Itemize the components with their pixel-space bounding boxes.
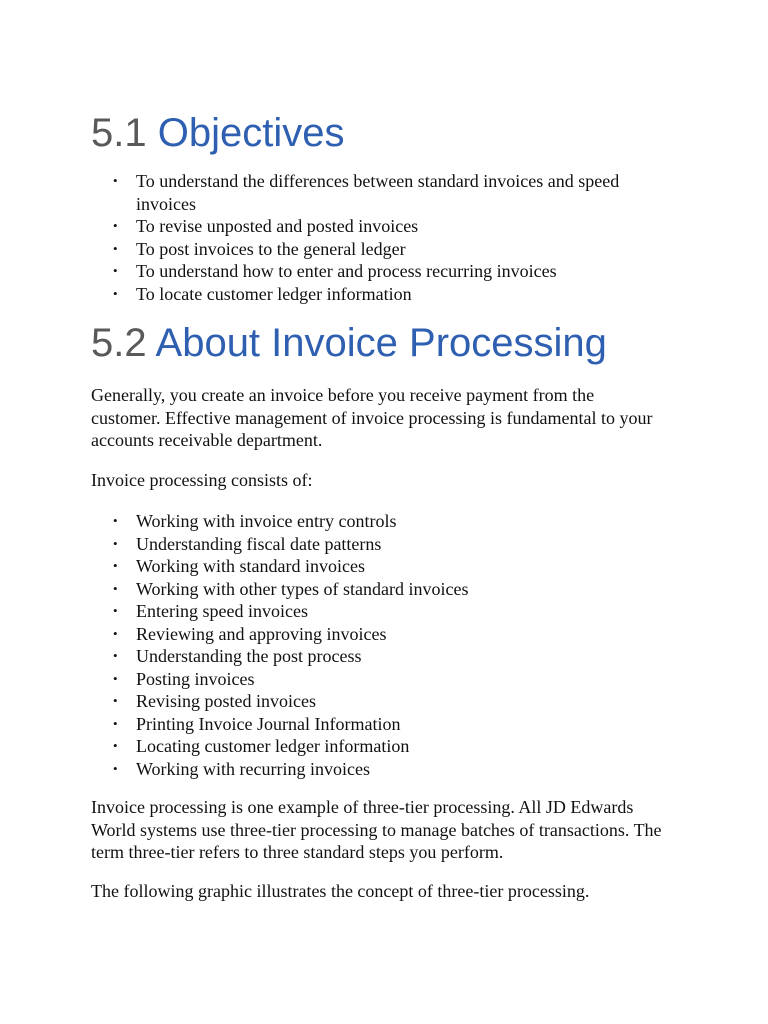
about-section-number: 5.2: [91, 321, 147, 365]
invoice-processing-list: [91, 510, 656, 780]
list-item: • Revising posted invoices: [91, 690, 656, 713]
intro-paragraph: Generally, you create an invoice before you receive payment from the customer. Effective management of invoice processing is fundamental to your accounts receivable department.: [91, 385, 653, 450]
objectives-list: [91, 170, 656, 305]
list-item: • Posting invoices: [91, 668, 656, 691]
list-item: • Understanding the post process: [91, 645, 656, 668]
about-section-title: About Invoice Processing: [155, 321, 607, 365]
about-heading: [91, 320, 607, 366]
consists-of-paragraph: Invoice processing consists of:: [91, 470, 313, 490]
objectives-heading: [91, 110, 344, 156]
list-item: • Working with standard invoices: [91, 555, 656, 578]
list-item: • Working with recurring invoices: [91, 758, 656, 781]
list-item: • To understand the differences between standard invoices and speed invoices: [91, 170, 656, 215]
objectives-section-title: Objectives: [157, 111, 345, 155]
list-item: • Understanding fiscal date patterns: [91, 533, 656, 556]
list-item: • Locating customer ledger information: [91, 735, 656, 758]
graphic-note-paragraph: The following graphic illustrates the concept of three-tier processing.: [91, 881, 590, 901]
list-item: • Entering speed invoices: [91, 600, 656, 623]
list-item: • To locate customer ledger information: [91, 283, 656, 306]
three-tier-paragraph: Invoice processing is one example of three-tier processing. All JD Edwards World systems use three-tier processing to manage batches of transactions. The term three-tier refers to three standard steps you perform.: [91, 797, 662, 862]
list-item: • Working with invoice entry controls: [91, 510, 656, 533]
list-item: • Reviewing and approving invoices: [91, 623, 656, 646]
list-item: • Printing Invoice Journal Information: [91, 713, 656, 736]
list-item: • To post invoices to the general ledger: [91, 238, 656, 261]
objectives-section-number: 5.1: [91, 111, 147, 155]
list-item: • To understand how to enter and process recurring invoices: [91, 260, 656, 283]
list-item: • To revise unposted and posted invoices: [91, 215, 656, 238]
list-item: • Working with other types of standard invoices: [91, 578, 656, 601]
